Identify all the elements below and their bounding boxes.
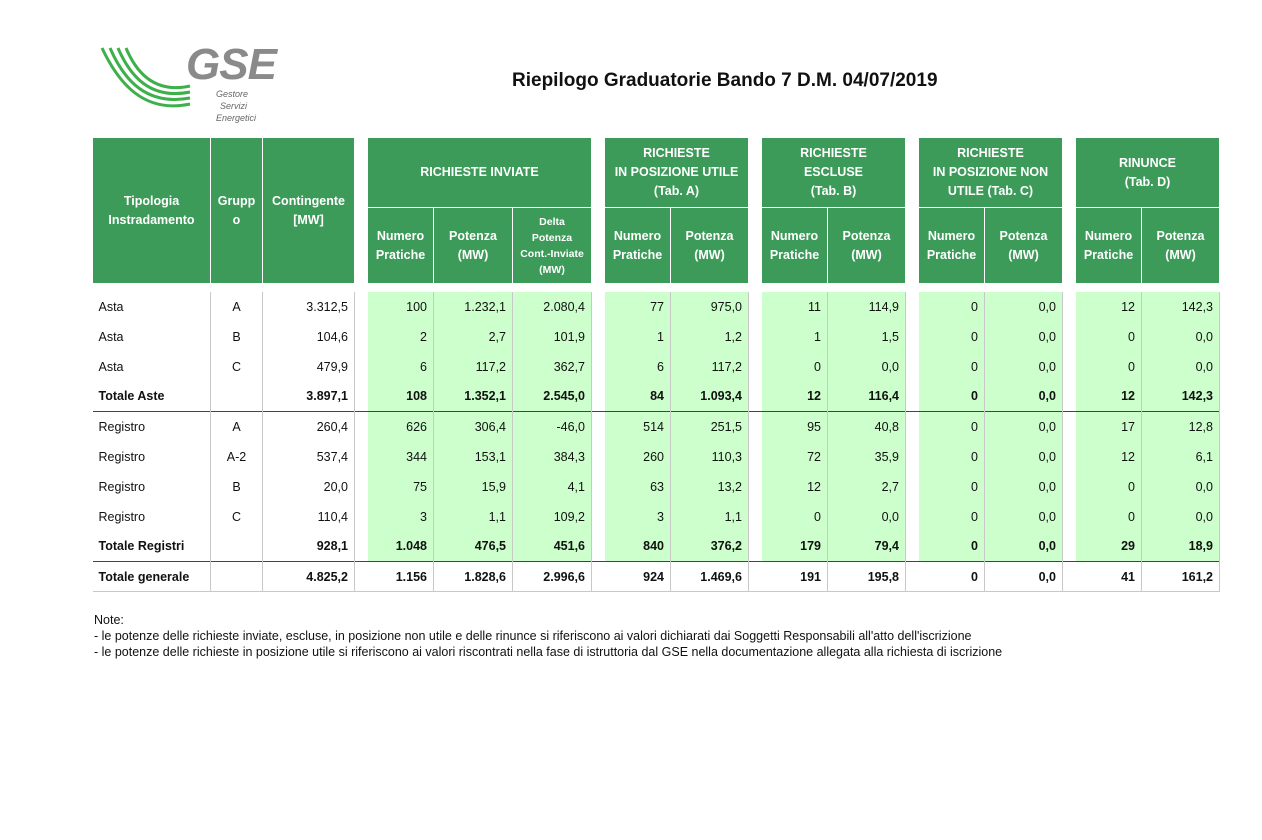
cell-value: 0 bbox=[919, 352, 985, 382]
cell-value: 476,5 bbox=[434, 532, 513, 562]
cell-value: 0 bbox=[919, 442, 985, 472]
cell-value: 6,1 bbox=[1142, 442, 1220, 472]
cell-value: 0,0 bbox=[985, 412, 1063, 442]
cell-value: 195,8 bbox=[828, 562, 906, 592]
cell-spacer bbox=[749, 382, 762, 412]
cell-contingente: 110,4 bbox=[263, 502, 355, 532]
cell-spacer bbox=[906, 322, 919, 352]
cell-value: 0 bbox=[919, 502, 985, 532]
cell-value: 975,0 bbox=[671, 292, 749, 322]
header-spacer bbox=[749, 138, 762, 284]
cell-value: 1,2 bbox=[671, 322, 749, 352]
cell-tipologia: Registro bbox=[93, 502, 211, 532]
cell-value: 0,0 bbox=[985, 532, 1063, 562]
cell-spacer bbox=[906, 502, 919, 532]
cell-value: 18,9 bbox=[1142, 532, 1220, 562]
cell-value: 840 bbox=[605, 532, 671, 562]
cell-value: 116,4 bbox=[828, 382, 906, 412]
cell-contingente: 928,1 bbox=[263, 532, 355, 562]
gse-logo-line3: Energetici bbox=[216, 113, 257, 123]
cell-value: 161,2 bbox=[1142, 562, 1220, 592]
cell-value: 0,0 bbox=[1142, 502, 1220, 532]
cell-spacer bbox=[592, 352, 605, 382]
cell-spacer bbox=[592, 502, 605, 532]
cell-contingente: 20,0 bbox=[263, 472, 355, 502]
cell-tipologia: Totale Aste bbox=[93, 382, 211, 412]
cell-value: 100 bbox=[368, 292, 434, 322]
cell-spacer bbox=[592, 292, 605, 322]
cell-spacer bbox=[355, 472, 368, 502]
cell-spacer bbox=[355, 292, 368, 322]
cell-value: 1.828,6 bbox=[434, 562, 513, 592]
cell-spacer bbox=[1063, 382, 1076, 412]
cell-contingente: 260,4 bbox=[263, 412, 355, 442]
notes-block bbox=[94, 612, 1002, 660]
cell-value: 0 bbox=[919, 532, 985, 562]
cell-value: 108 bbox=[368, 382, 434, 412]
subheader-numero: Numero Pratiche bbox=[919, 208, 985, 284]
cell-spacer bbox=[749, 322, 762, 352]
cell-contingente: 4.825,2 bbox=[263, 562, 355, 592]
cell-value: 0 bbox=[919, 292, 985, 322]
header-spacer bbox=[592, 138, 605, 284]
cell-spacer bbox=[906, 412, 919, 442]
cell-value: 117,2 bbox=[671, 352, 749, 382]
table-row bbox=[93, 412, 1220, 442]
notes-title: Note: bbox=[94, 613, 124, 627]
cell-gruppo bbox=[211, 532, 263, 562]
subheader-numero: Numero Pratiche bbox=[762, 208, 828, 284]
cell-value: 29 bbox=[1076, 532, 1142, 562]
cell-gruppo bbox=[211, 562, 263, 592]
gse-logo-swoosh-icon bbox=[98, 42, 198, 122]
cell-value: 153,1 bbox=[434, 442, 513, 472]
cell-value: 0 bbox=[762, 502, 828, 532]
cell-value: 109,2 bbox=[513, 502, 592, 532]
cell-value: 110,3 bbox=[671, 442, 749, 472]
header-richieste-inviate: RICHIESTE INVIATE bbox=[368, 138, 592, 208]
table-row bbox=[93, 352, 1220, 382]
header-contingente: Contingente [MW] bbox=[263, 138, 355, 284]
cell-value: 1.232,1 bbox=[434, 292, 513, 322]
table-row bbox=[93, 322, 1220, 352]
cell-spacer bbox=[906, 352, 919, 382]
cell-value: 75 bbox=[368, 472, 434, 502]
cell-value: 451,6 bbox=[513, 532, 592, 562]
cell-value: 6 bbox=[605, 352, 671, 382]
cell-value: 0 bbox=[919, 412, 985, 442]
cell-spacer bbox=[749, 352, 762, 382]
cell-value: 0,0 bbox=[985, 442, 1063, 472]
subheader-potenza: Potenza (MW) bbox=[985, 208, 1063, 284]
cell-value: 2 bbox=[368, 322, 434, 352]
cell-spacer bbox=[749, 502, 762, 532]
cell-value: 0,0 bbox=[985, 322, 1063, 352]
cell-gruppo: C bbox=[211, 502, 263, 532]
cell-value: 3 bbox=[605, 502, 671, 532]
cell-value: 114,9 bbox=[828, 292, 906, 322]
cell-value: 1.093,4 bbox=[671, 382, 749, 412]
cell-spacer bbox=[906, 562, 919, 592]
gse-logo-line2: Servizi bbox=[220, 101, 248, 111]
cell-gruppo: A-2 bbox=[211, 442, 263, 472]
cell-value: 1.469,6 bbox=[671, 562, 749, 592]
cell-value: 1 bbox=[605, 322, 671, 352]
cell-value: 77 bbox=[605, 292, 671, 322]
cell-tipologia: Asta bbox=[93, 292, 211, 322]
cell-spacer bbox=[1063, 502, 1076, 532]
cell-gruppo: A bbox=[211, 292, 263, 322]
subheader-potenza: Potenza (MW) bbox=[434, 208, 513, 284]
cell-value: 95 bbox=[762, 412, 828, 442]
cell-value: 0,0 bbox=[985, 382, 1063, 412]
cell-value: 12 bbox=[1076, 442, 1142, 472]
subheader-numero: Numero Pratiche bbox=[368, 208, 434, 284]
cell-contingente: 3.312,5 bbox=[263, 292, 355, 322]
cell-value: 6 bbox=[368, 352, 434, 382]
cell-value: 626 bbox=[368, 412, 434, 442]
cell-spacer bbox=[1063, 562, 1076, 592]
cell-spacer bbox=[749, 412, 762, 442]
cell-spacer bbox=[749, 532, 762, 562]
cell-tipologia: Asta bbox=[93, 322, 211, 352]
cell-tipologia: Registro bbox=[93, 472, 211, 502]
cell-value: 12 bbox=[762, 472, 828, 502]
cell-value: 2.996,6 bbox=[513, 562, 592, 592]
cell-spacer bbox=[592, 472, 605, 502]
header-posizione-non-utile: RICHIESTE IN POSIZIONE NON UTILE (Tab. C) bbox=[919, 138, 1063, 208]
cell-value: 0 bbox=[919, 382, 985, 412]
cell-value: 514 bbox=[605, 412, 671, 442]
cell-value: 0,0 bbox=[985, 562, 1063, 592]
cell-value: 191 bbox=[762, 562, 828, 592]
cell-value: 2.080,4 bbox=[513, 292, 592, 322]
cell-value: 362,7 bbox=[513, 352, 592, 382]
cell-contingente: 479,9 bbox=[263, 352, 355, 382]
cell-spacer bbox=[906, 472, 919, 502]
header-spacer bbox=[1063, 138, 1076, 284]
cell-spacer bbox=[1063, 352, 1076, 382]
cell-spacer bbox=[355, 352, 368, 382]
cell-spacer bbox=[592, 412, 605, 442]
header-spacer bbox=[906, 138, 919, 284]
cell-tipologia: Registro bbox=[93, 442, 211, 472]
cell-value: 0 bbox=[1076, 322, 1142, 352]
header-escluse: RICHIESTE ESCLUSE (Tab. B) bbox=[762, 138, 906, 208]
cell-spacer bbox=[592, 442, 605, 472]
gse-logo-text: GSE bbox=[186, 40, 276, 89]
cell-value: 12 bbox=[762, 382, 828, 412]
cell-value: 0,0 bbox=[985, 472, 1063, 502]
cell-value: 376,2 bbox=[671, 532, 749, 562]
cell-value: 0,0 bbox=[985, 352, 1063, 382]
table-row bbox=[93, 382, 1220, 412]
cell-gruppo: B bbox=[211, 472, 263, 502]
table-row bbox=[93, 532, 1220, 562]
cell-value: 41 bbox=[1076, 562, 1142, 592]
cell-spacer bbox=[592, 532, 605, 562]
cell-value: 2.545,0 bbox=[513, 382, 592, 412]
cell-value: 1.156 bbox=[368, 562, 434, 592]
header-spacer bbox=[355, 138, 368, 284]
cell-value: 0,0 bbox=[828, 502, 906, 532]
cell-gruppo: B bbox=[211, 322, 263, 352]
cell-tipologia: Registro bbox=[93, 412, 211, 442]
cell-spacer bbox=[906, 292, 919, 322]
subheader-potenza: Potenza (MW) bbox=[1142, 208, 1220, 284]
cell-value: 11 bbox=[762, 292, 828, 322]
cell-spacer bbox=[1063, 532, 1076, 562]
header-tipologia: Tipologia Instradamento bbox=[93, 138, 211, 284]
cell-value: 63 bbox=[605, 472, 671, 502]
gse-logo-line1: Gestore bbox=[216, 89, 249, 99]
cell-value: -46,0 bbox=[513, 412, 592, 442]
subheader-numero: Numero Pratiche bbox=[605, 208, 671, 284]
cell-spacer bbox=[355, 322, 368, 352]
subheader-potenza: Potenza (MW) bbox=[671, 208, 749, 284]
cell-value: 1,1 bbox=[434, 502, 513, 532]
cell-spacer bbox=[906, 532, 919, 562]
cell-value: 0 bbox=[1076, 472, 1142, 502]
cell-spacer bbox=[749, 562, 762, 592]
cell-gruppo: C bbox=[211, 352, 263, 382]
cell-value: 0 bbox=[762, 352, 828, 382]
subheader-numero: Numero Pratiche bbox=[1076, 208, 1142, 284]
cell-spacer bbox=[1063, 472, 1076, 502]
subheader-delta-potenza: Delta Potenza Cont.-Inviate (MW) bbox=[513, 208, 592, 284]
cell-value: 344 bbox=[368, 442, 434, 472]
cell-spacer bbox=[355, 442, 368, 472]
note-line: - le potenze delle richieste in posizione utile si riferiscono ai valori riscontrati nella fase di istruttoria dal GSE nella documentazione allegata alla richiesta di iscrizione bbox=[94, 645, 1003, 659]
cell-value: 179 bbox=[762, 532, 828, 562]
header-gruppo: Grupp o bbox=[211, 138, 263, 284]
cell-value: 79,4 bbox=[828, 532, 906, 562]
table-row bbox=[93, 472, 1220, 502]
cell-spacer bbox=[355, 502, 368, 532]
cell-value: 12,8 bbox=[1142, 412, 1220, 442]
table-body bbox=[93, 284, 1220, 592]
cell-value: 15,9 bbox=[434, 472, 513, 502]
cell-value: 924 bbox=[605, 562, 671, 592]
cell-spacer bbox=[592, 382, 605, 412]
cell-value: 251,5 bbox=[671, 412, 749, 442]
cell-value: 117,2 bbox=[434, 352, 513, 382]
cell-value: 1.352,1 bbox=[434, 382, 513, 412]
cell-value: 0,0 bbox=[985, 502, 1063, 532]
cell-spacer bbox=[906, 382, 919, 412]
cell-value: 0,0 bbox=[985, 292, 1063, 322]
cell-tipologia: Totale Registri bbox=[93, 532, 211, 562]
cell-value: 2,7 bbox=[828, 472, 906, 502]
cell-value: 1.048 bbox=[368, 532, 434, 562]
cell-spacer bbox=[1063, 442, 1076, 472]
cell-value: 0 bbox=[919, 472, 985, 502]
cell-value: 0,0 bbox=[828, 352, 906, 382]
cell-spacer bbox=[355, 382, 368, 412]
summary-table-block bbox=[92, 137, 1220, 592]
cell-value: 142,3 bbox=[1142, 382, 1220, 412]
cell-value: 4,1 bbox=[513, 472, 592, 502]
table-row bbox=[93, 562, 1220, 592]
cell-spacer bbox=[355, 532, 368, 562]
cell-value: 0,0 bbox=[1142, 352, 1220, 382]
table-row bbox=[93, 292, 1220, 322]
cell-value: 142,3 bbox=[1142, 292, 1220, 322]
cell-gruppo: A bbox=[211, 412, 263, 442]
note-line: - le potenze delle richieste inviate, escluse, in posizione non utile e delle rinunce si riferiscono ai valori dichiarati dai Soggetti Responsabili all'atto dell'iscrizione bbox=[94, 629, 972, 643]
cell-value: 1,1 bbox=[671, 502, 749, 532]
cell-value: 13,2 bbox=[671, 472, 749, 502]
cell-value: 72 bbox=[762, 442, 828, 472]
cell-spacer bbox=[592, 562, 605, 592]
cell-value: 306,4 bbox=[434, 412, 513, 442]
subheader-potenza: Potenza (MW) bbox=[828, 208, 906, 284]
page-title: Riepilogo Graduatorie Bando 7 D.M. 04/07/2019 bbox=[512, 70, 938, 91]
cell-value: 0,0 bbox=[1142, 322, 1220, 352]
cell-value: 384,3 bbox=[513, 442, 592, 472]
cell-spacer bbox=[355, 562, 368, 592]
cell-spacer bbox=[749, 292, 762, 322]
cell-contingente: 537,4 bbox=[263, 442, 355, 472]
cell-gruppo bbox=[211, 382, 263, 412]
cell-spacer bbox=[749, 442, 762, 472]
cell-value: 1 bbox=[762, 322, 828, 352]
cell-spacer bbox=[1063, 412, 1076, 442]
cell-contingente: 104,6 bbox=[263, 322, 355, 352]
cell-value: 40,8 bbox=[828, 412, 906, 442]
cell-value: 12 bbox=[1076, 292, 1142, 322]
cell-value: 101,9 bbox=[513, 322, 592, 352]
cell-tipologia: Asta bbox=[93, 352, 211, 382]
cell-contingente: 3.897,1 bbox=[263, 382, 355, 412]
cell-spacer bbox=[906, 442, 919, 472]
summary-table bbox=[92, 137, 1220, 592]
cell-value: 17 bbox=[1076, 412, 1142, 442]
header-rinunce: RINUNCE (Tab. D) bbox=[1076, 138, 1220, 208]
cell-spacer bbox=[749, 472, 762, 502]
table-row bbox=[93, 502, 1220, 532]
cell-value: 12 bbox=[1076, 382, 1142, 412]
cell-value: 3 bbox=[368, 502, 434, 532]
cell-value: 0 bbox=[919, 562, 985, 592]
cell-value: 35,9 bbox=[828, 442, 906, 472]
cell-value: 2,7 bbox=[434, 322, 513, 352]
table-row bbox=[93, 442, 1220, 472]
cell-spacer bbox=[592, 322, 605, 352]
cell-value: 0 bbox=[1076, 502, 1142, 532]
cell-value: 0 bbox=[919, 322, 985, 352]
cell-value: 260 bbox=[605, 442, 671, 472]
cell-spacer bbox=[1063, 292, 1076, 322]
cell-tipologia: Totale generale bbox=[93, 562, 211, 592]
cell-value: 0,0 bbox=[1142, 472, 1220, 502]
cell-value: 1,5 bbox=[828, 322, 906, 352]
header-posizione-utile: RICHIESTE IN POSIZIONE UTILE (Tab. A) bbox=[605, 138, 749, 208]
cell-spacer bbox=[355, 412, 368, 442]
cell-value: 0 bbox=[1076, 352, 1142, 382]
gse-logo bbox=[98, 42, 278, 128]
cell-value: 84 bbox=[605, 382, 671, 412]
cell-spacer bbox=[1063, 322, 1076, 352]
